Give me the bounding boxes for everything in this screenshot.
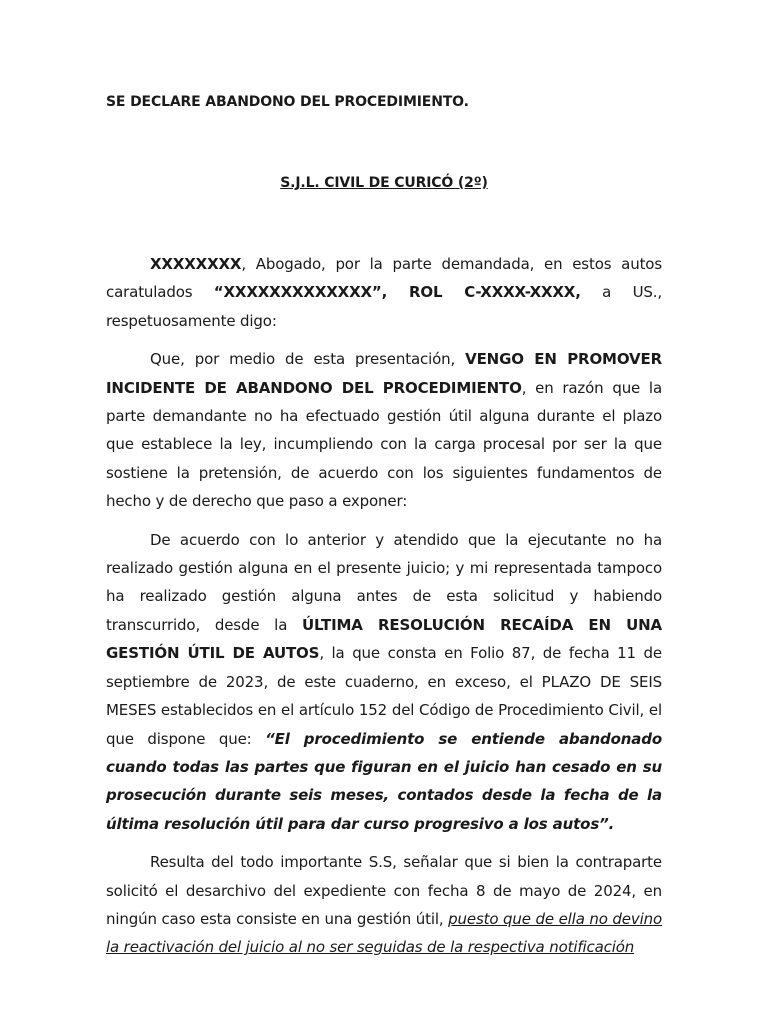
document-body [106,88,662,962]
grounds-text-2: , la que consta en Folio 87, de fecha 11 de septiembre de 2023, de este cuaderno, en exceso, el PLAZO DE SEIS MESES establecidos en el artículo 152 del Código de Procedimiento Civil, el que dispone que: [106,644,662,748]
petition-text-1: Que, por medio de esta presentación, [150,350,466,369]
paragraph-grounds [106,526,662,838]
intro-text-2: a US., respetuosamente digo: [106,283,663,330]
grounds-bold: ÚLTIMA RESOLUCIÓN RECAÍDA EN UNA GESTIÓN ÚTIL DE AUTOS [106,615,662,663]
document-heading: SE DECLARE ABANDONO DEL PROCEDIMIENTO. [106,94,469,110]
court-heading: S.J.L. CIVIL DE CURICÓ (2º) [280,175,488,191]
argument-text-1: Resulta del todo importante S.S, señalar que si bien la contraparte solicitó el desarchivo del expediente con fecha 8 de mayo de 2024, en ningún caso esta consiste en una gestión útil, [106,853,662,928]
argument-underlined: puesto que de ella no devino la reactivación del juicio al no ser seguidas de la respectiva notificación [106,909,662,957]
intro-text-1: , Abogado, por la parte demandada, en estos autos caratulados [106,255,662,302]
paragraph-argument [106,848,662,962]
lawyer-name: XXXXXXXX [150,255,242,273]
legal-quote: “El procedimiento se entiende abandonado cuando todas las partes que figuran en el juicio han cesado en su prosecución durante seis meses, contados desde la fecha de la última resolución útil para dar curso progresivo a los autos”. [106,729,662,833]
petition-text-2: , en razón que la parte demandante no ha efectuado gestión útil alguna durante el plazo que establece la ley, incumpliendo con la carga procesal por ser la que sostiene la pretensión, de acuerdo con los siguientes fundamentos de hecho y de derecho que paso a exponer: [106,378,662,511]
paragraph-petition [106,345,662,515]
petition-bold: VENGO EN PROMOVER INCIDENTE DE ABANDONO DEL PROCEDIMIENTO [106,350,662,397]
paragraph-introduction [106,250,662,335]
grounds-text-1: De acuerdo con lo anterior y atendido que la ejecutante no ha realizado gestión alguna en el presente juicio; y mi representada tampoco ha realizado gestión alguna antes de esta solicitud y habiendo transcurrido, desde la [106,530,662,634]
case-caption: “XXXXXXXXXXXXX”, ROL C-XXXX-XXXX, [213,283,581,302]
